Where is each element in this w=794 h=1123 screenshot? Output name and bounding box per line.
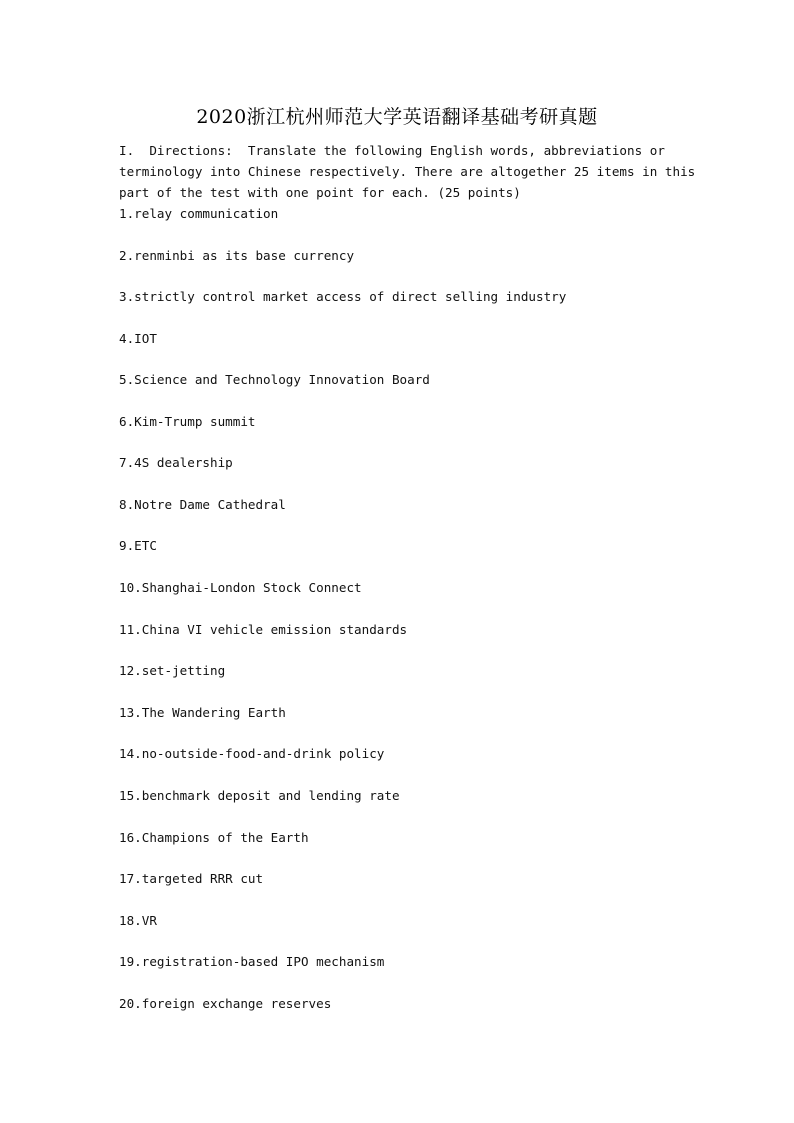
list-item: 13.The Wandering Earth [119, 705, 286, 720]
list-item: 18.VR [119, 913, 157, 928]
list-item: 3.strictly control market access of direct selling industry [119, 289, 567, 304]
list-item: 8.Notre Dame Cathedral [119, 497, 286, 512]
list-item: 7.4S dealership [119, 455, 233, 470]
list-item: 5.Science and Technology Innovation Board [119, 372, 430, 387]
document-title: 2020浙江杭州师范大学英语翻译基础考研真题 [196, 106, 598, 128]
directions-paragraph [119, 140, 696, 203]
directions-line: I. Directions: Translate the following English words, abbreviations or [119, 143, 665, 158]
list-item: 9.ETC [119, 538, 157, 553]
list-item: 6.Kim-Trump summit [119, 414, 256, 429]
list-item: 15.benchmark deposit and lending rate [119, 788, 400, 803]
list-item: 14.no-outside-food-and-drink policy [119, 746, 385, 761]
list-item: 19.registration-based IPO mechanism [119, 954, 385, 969]
directions-line: terminology into Chinese respectively. There are altogether 25 items in this [119, 164, 696, 179]
list-item: 12.set-jetting [119, 663, 226, 678]
list-item: 10.Shanghai-London Stock Connect [119, 580, 362, 595]
list-item: 2.renminbi as its base currency [119, 248, 355, 263]
directions-line: part of the test with one point for each. (25 points) [119, 185, 521, 200]
list-item: 16.Champions of the Earth [119, 830, 309, 845]
list-item: 20.foreign exchange reserves [119, 996, 332, 1011]
list-item: 17.targeted RRR cut [119, 871, 264, 886]
list-item: 4.IOT [119, 331, 157, 346]
list-item: 11.China VI vehicle emission standards [119, 622, 408, 637]
list-item: 1.relay communication [119, 206, 279, 221]
